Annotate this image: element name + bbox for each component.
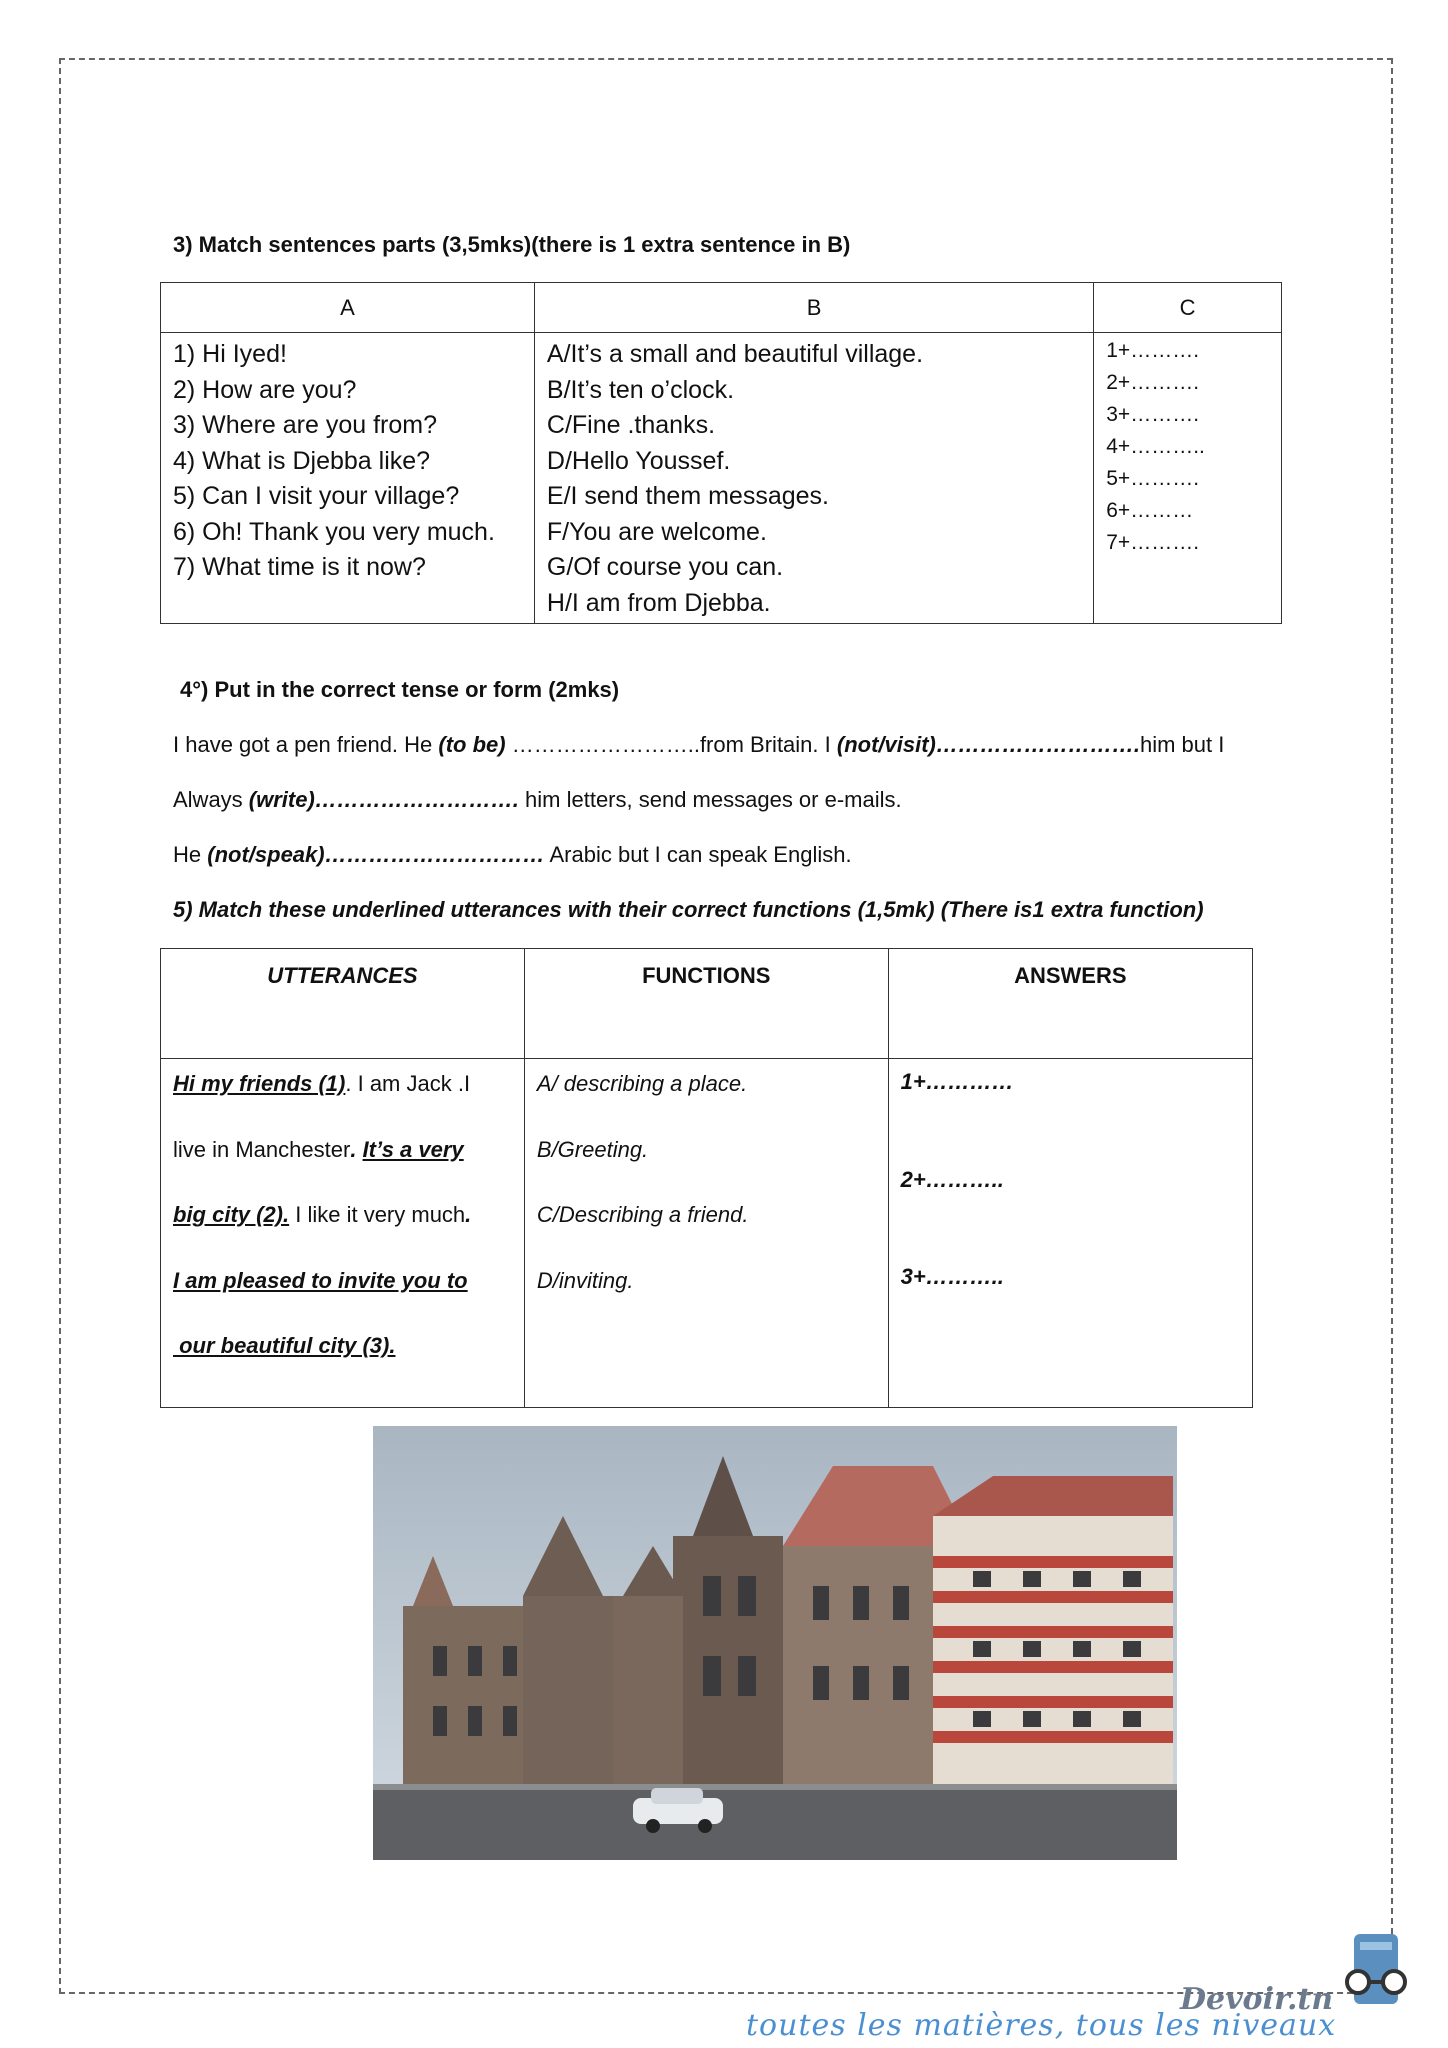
list-item: D/Hello Youssef. bbox=[546, 446, 731, 475]
function-item: A/ describing a place. bbox=[536, 1071, 748, 1096]
manchester-building-photo bbox=[373, 1426, 1177, 1860]
text: him letters, send messages or e-mails. bbox=[518, 787, 902, 812]
verb-prompt[interactable]: (not/speak)………………………… bbox=[207, 842, 545, 867]
verb-prompt[interactable]: (to be) bbox=[438, 732, 506, 757]
header-a: A bbox=[161, 283, 535, 333]
utterance-2: It’s a very bbox=[362, 1136, 464, 1162]
utterances-cell bbox=[161, 1059, 525, 1408]
list-item: 7) What time is it now? bbox=[173, 553, 426, 581]
list-item: G/Of course you can. bbox=[546, 553, 784, 581]
utterances-table bbox=[160, 948, 1253, 1408]
function-item: B/Greeting. bbox=[536, 1136, 649, 1162]
function-item: C/Describing a friend. bbox=[536, 1202, 749, 1227]
header-functions: FUNCTIONS bbox=[524, 949, 888, 1059]
column-b bbox=[534, 333, 1093, 624]
text: He bbox=[173, 842, 208, 867]
list-item: 2) How are you? bbox=[173, 375, 357, 404]
answer-blank[interactable]: 2+………. bbox=[1106, 371, 1200, 394]
answers-cell bbox=[888, 1059, 1252, 1408]
answer-blank[interactable]: 3+……….. bbox=[900, 1264, 1004, 1289]
answer-blank[interactable]: 1+………… bbox=[900, 1069, 1014, 1094]
header-b: B bbox=[534, 283, 1093, 333]
header-utterances: UTTERANCES bbox=[161, 949, 525, 1059]
text: him but I bbox=[1139, 732, 1225, 757]
text: I have got a pen friend. He bbox=[173, 732, 439, 757]
list-item: B/It’s ten o’clock. bbox=[546, 375, 735, 404]
list-item: A/It’s a small and beautiful village. bbox=[546, 340, 924, 368]
utterance-2: big city (2). bbox=[173, 1202, 290, 1227]
utterance-1: Hi my friends (1) bbox=[173, 1071, 346, 1096]
list-item: C/Fine .thanks. bbox=[546, 411, 716, 439]
column-c bbox=[1094, 333, 1282, 624]
header-answers: ANSWERS bbox=[888, 949, 1252, 1059]
exercise-line-1 bbox=[173, 732, 1224, 758]
text: live in Manchester bbox=[173, 1136, 351, 1162]
header-c: C bbox=[1094, 283, 1282, 333]
building-illustration bbox=[373, 1426, 1177, 1860]
glasses-mascot-icon bbox=[1336, 1930, 1416, 2010]
list-item: 3) Where are you from? bbox=[173, 411, 437, 439]
function-item: D/inviting. bbox=[536, 1267, 634, 1293]
answer-blank[interactable]: 2+……….. bbox=[900, 1167, 1004, 1192]
text: Arabic but I can speak English. bbox=[544, 842, 852, 867]
list-item: E/I send them messages. bbox=[546, 482, 829, 510]
text: Always bbox=[173, 787, 249, 812]
text: . bbox=[350, 1136, 363, 1162]
section5-heading: 5) Match these underlined utterances with their correct functions (1,5mk) (There is1 extra function) bbox=[173, 897, 1204, 922]
section3-heading: 3) Match sentences parts (3,5mks)(there is 1 extra sentence in B) bbox=[173, 232, 851, 257]
column-a bbox=[161, 333, 535, 624]
text: . bbox=[465, 1202, 472, 1227]
verb-prompt[interactable]: (not/visit)………………………. bbox=[836, 732, 1140, 757]
verb-prompt[interactable]: (write)………………………. bbox=[248, 787, 519, 812]
text: I like it very much bbox=[289, 1202, 466, 1227]
list-item: 4) What is Djebba like? bbox=[173, 446, 431, 475]
match-sentences-table bbox=[160, 282, 1282, 624]
list-item: 5) Can I visit your village? bbox=[173, 482, 460, 510]
list-item: 6) Oh! Thank you very much. bbox=[173, 517, 495, 546]
utterance-3: I am pleased to invite you to bbox=[173, 1267, 468, 1293]
answer-blank[interactable]: 6+……… bbox=[1106, 499, 1194, 522]
answer-blank[interactable]: 4+……….. bbox=[1106, 435, 1205, 458]
list-item: F/You are welcome. bbox=[546, 517, 767, 546]
watermark-brand: Devoir.tn bbox=[1180, 1982, 1334, 2017]
functions-cell bbox=[524, 1059, 888, 1408]
list-item: 1) Hi Iyed! bbox=[173, 340, 287, 368]
exercise-line-3 bbox=[173, 842, 852, 868]
list-item: H/I am from Djebba. bbox=[546, 588, 771, 617]
text: . I am Jack .I bbox=[345, 1071, 471, 1096]
text: ……………………..from Britain. I bbox=[505, 732, 837, 757]
answer-blank[interactable]: 5+………. bbox=[1106, 467, 1200, 490]
utterance-3: our beautiful city (3). bbox=[173, 1333, 396, 1358]
exercise-line-2 bbox=[173, 787, 902, 813]
answer-blank[interactable]: 1+………. bbox=[1106, 339, 1200, 362]
answer-blank[interactable]: 7+………. bbox=[1106, 531, 1200, 554]
answer-blank[interactable]: 3+………. bbox=[1106, 403, 1200, 426]
section4-heading: 4°) Put in the correct tense or form (2mks) bbox=[180, 677, 620, 702]
watermark-tagline: toutes les matières, tous les niveaux bbox=[746, 2008, 1337, 2043]
